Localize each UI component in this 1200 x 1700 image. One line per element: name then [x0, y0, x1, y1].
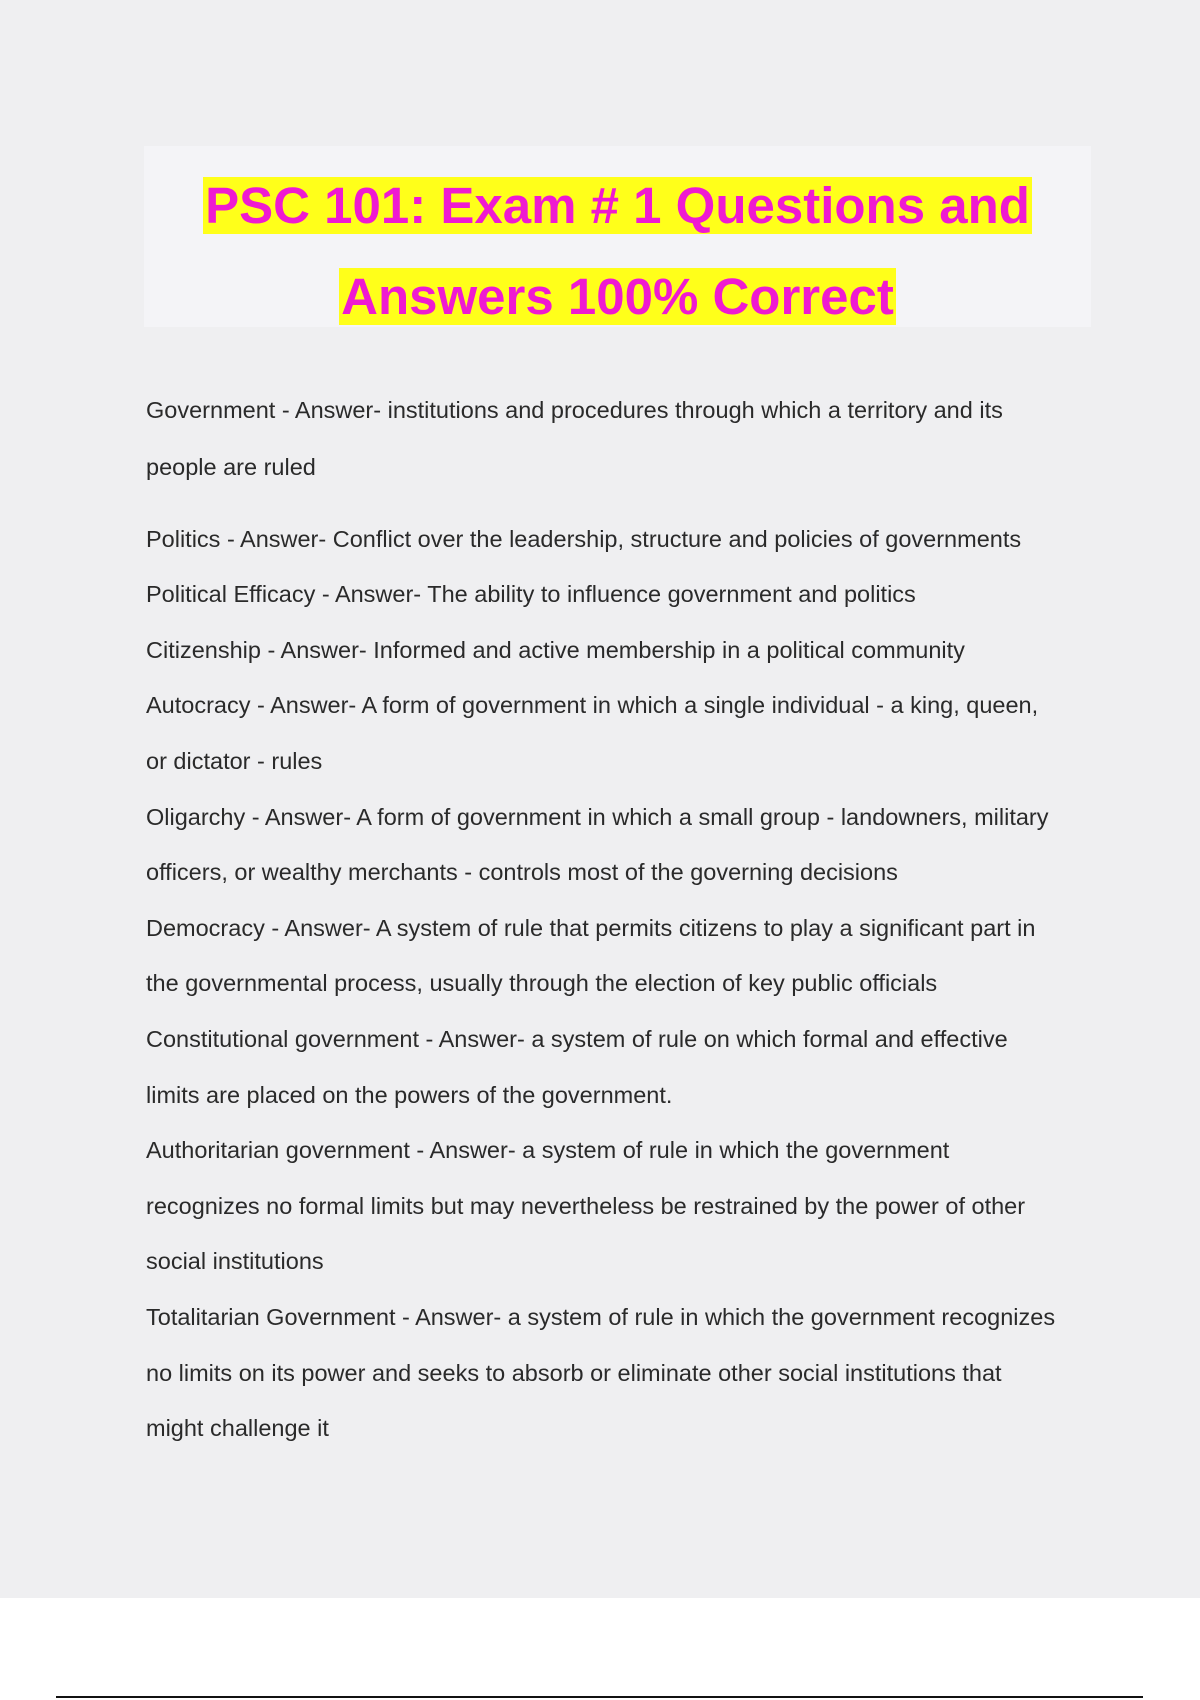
- body-line: officers, or wealthy merchants - controls most of the governing decisions: [146, 859, 898, 885]
- title-highlight-1: PSC 101: Exam # 1 Questions and: [205, 177, 1030, 234]
- body-line: Authoritarian government - Answer- a system of rule in which the government: [146, 1137, 950, 1163]
- body-line: no limits on its power and seeks to absorb or eliminate other social institutions that: [146, 1360, 1002, 1386]
- body-line: Democracy - Answer- A system of rule that permits citizens to play a significant part in: [146, 915, 1036, 941]
- body-line: Citizenship - Answer- Informed and active membership in a political community: [146, 637, 965, 663]
- body-line: Political Efficacy - Answer- The ability to influence government and politics: [146, 581, 916, 607]
- body-line: recognizes no formal limits but may nevertheless be restrained by the power of other: [146, 1193, 1026, 1219]
- body-line: limits are placed on the powers of the government.: [146, 1082, 673, 1108]
- body-line: people are ruled: [146, 454, 316, 480]
- body-line: Politics - Answer- Conflict over the leadership, structure and policies of governments: [146, 526, 1022, 552]
- title-highlight-2: Answers 100% Correct: [341, 268, 894, 325]
- body-line: Autocracy - Answer- A form of government in which a single individual - a king, queen,: [146, 692, 1039, 718]
- body-line: social institutions: [146, 1248, 324, 1274]
- body-line: or dictator - rules: [146, 748, 323, 774]
- body-line: might challenge it: [146, 1415, 329, 1441]
- document-title-line-2: [144, 267, 1091, 327]
- title-box: [144, 146, 1091, 327]
- body-line: Totalitarian Government - Answer- a system of rule in which the government recognizes: [146, 1304, 1056, 1330]
- body-line: Government - Answer- institutions and procedures through which a territory and its: [146, 397, 1003, 423]
- body-line: Constitutional government - Answer- a system of rule on which formal and effective: [146, 1026, 1008, 1052]
- body-line: Oligarchy - Answer- A form of government in which a small group - landowners, military: [146, 804, 1049, 830]
- body-line: the governmental process, usually through the election of key public officials: [146, 970, 938, 996]
- page-divider: [56, 1696, 1143, 1698]
- document-title-line-1: [144, 176, 1091, 236]
